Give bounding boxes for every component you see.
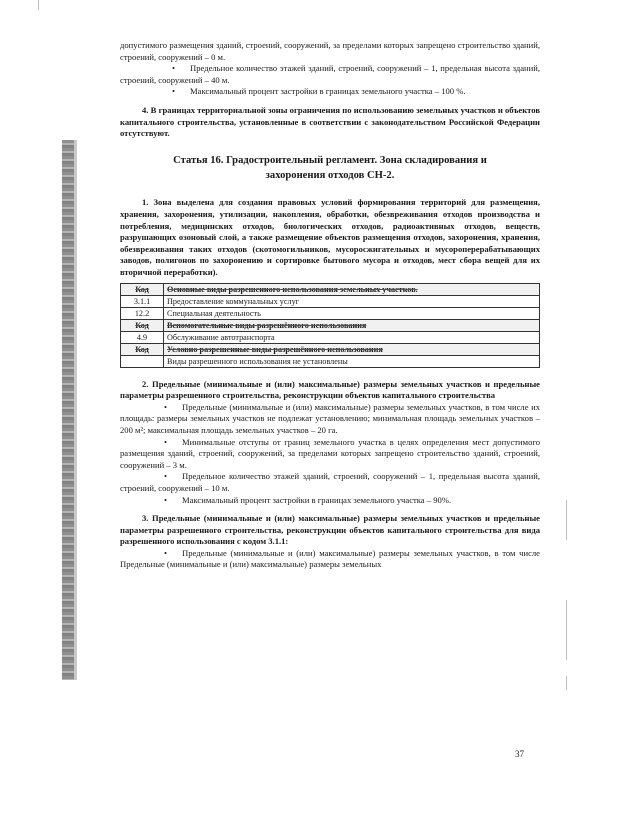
- table-cell-text: Предоставление коммунальных услуг: [164, 295, 540, 307]
- table-cell-text: Вспомогательные виды разрешённого использования: [164, 319, 540, 331]
- bullet-item: [120, 402, 540, 437]
- scan-mark: [566, 600, 567, 660]
- article-title-line-1: Статья 16. Градостроительный регламент. Зона складирования и: [173, 154, 487, 166]
- article-title-line-2: захоронения отходов СН-2.: [265, 169, 395, 181]
- bullet-item: [120, 495, 540, 507]
- bullet-icon: •: [164, 436, 168, 447]
- section-2-heading: 2. Предельные (минимальные и (или) максимальные) размеры земельных участков и предельные параметры разрешенного строительства, реконструкции объектов капитального строительства: [120, 378, 540, 401]
- bullet-icon: •: [164, 401, 168, 412]
- bullet-item: [120, 86, 540, 98]
- table-cell-text: Условно разрешенные виды разрешённого использования: [164, 343, 540, 355]
- table-cell-text: Специальная деятельность: [164, 307, 540, 319]
- article-title: [120, 154, 540, 184]
- section-4-paragraph: 4. В границах территориальной зоны ограничения по использованию земельных участков и объектов капитального строительства, установленные в соответствии с законодательством Российской Федерации отсутствуют.: [120, 104, 540, 139]
- table-row: [121, 283, 540, 295]
- table-cell-code: Код: [121, 319, 164, 331]
- bullet-item: [120, 63, 540, 86]
- table-cell-code: 12.2: [121, 307, 164, 319]
- permitted-use-table: [120, 283, 540, 368]
- table-row: [121, 331, 540, 343]
- table-row: [121, 319, 540, 331]
- bullet-text: Предельное количество этажей зданий, строений, сооружений – 1, предельная высота зданий, строений, сооружений – 40 м.: [120, 63, 540, 85]
- bullet-text: Предельное количество этажей зданий, строений, сооружений – 1, предельная высота зданий, строений, сооружений – 10 м.: [120, 471, 540, 493]
- section-3-heading: 3. Предельные (минимальные и (или) максимальные) размеры земельных участков и предельные параметры разрешенного строительства, реконструкции объектов капитального строительства для вида разрешенного использования с кодом 3.1.1:: [120, 513, 540, 547]
- table-row: [121, 355, 540, 367]
- bullet-text: Максимальный процент застройки в границах земельного участка – 100 %.: [190, 86, 466, 97]
- bullet-item: [120, 548, 540, 571]
- bullet-text: Максимальный процент застройки в границах земельного участка – 90%.: [182, 494, 452, 505]
- table-cell-text: Виды разрешенного использования не установлены: [164, 355, 540, 367]
- paragraph-continued: допустимого размещения зданий, строений, сооружений, за пределами которых запрещено строительство зданий, строений, сооружений – 0 м.: [120, 40, 540, 62]
- bullet-icon: •: [172, 63, 176, 74]
- table-cell-code: Код: [121, 343, 164, 355]
- scan-mark: [566, 676, 567, 690]
- bullet-text: Предельные (минимальные и (или) максимальные) размеры земельных участков, в том числе Предельные (минимальные и (или) максимальные) размеры земельных: [120, 547, 540, 570]
- scan-mark: [566, 500, 567, 540]
- bullet-icon: •: [164, 547, 168, 558]
- table-cell-text: Основные виды разрешенного использования земельных участков.: [164, 283, 540, 295]
- table-cell-code: [121, 355, 164, 367]
- table-cell-text: Обслуживание автотранспорта: [164, 331, 540, 343]
- bullet-item: [120, 471, 540, 494]
- bullet-item: [120, 437, 540, 472]
- table-row: [121, 295, 540, 307]
- table-cell-code: 3.1.1: [121, 295, 164, 307]
- table-cell-code: Код: [121, 283, 164, 295]
- page-number: 37: [515, 749, 524, 759]
- bullet-icon: •: [172, 86, 176, 97]
- scan-mark: [38, 0, 39, 10]
- scan-edge-highlight: [74, 140, 77, 680]
- section-1-paragraph: 1. Зона выделена для создания правовых условий формирования территорий для размещения, хранения, захоронения, утилизации, накопления, обработки, обезвреживания отходов производства и потребления, медицинских отходов, биологических отходов, радиоактивных отходов, веществ, разрушающих озоновый слой, а также размещение объектов размещения отходов, захоронения, хранения, обезвреживания таких отходов (скотомогильников, мусоросжигательных и мусороперерабатывающих заводов, полигонов по захоронению и сортировке бытового мусора и отходов, мест сбора вещей для их вторичной переработки).: [120, 197, 540, 277]
- bullet-icon: •: [164, 471, 168, 482]
- bullet-icon: •: [164, 494, 168, 505]
- table-row: [121, 343, 540, 355]
- document-page: [120, 40, 540, 571]
- scan-edge-strip: [62, 140, 74, 680]
- bullet-text: Предельные (минимальные и (или) максимальные) размеры земельных участков, в том числе их площадь: размеры земельных участков не подлежат установлению; минимальная площадь земельных участков – 200 м²; максимальная площадь земельных участков – 20 га.: [120, 401, 540, 435]
- bullet-text: Минимальные отступы от границ земельного участка в целях определения мест допустимого размещения зданий, строений, сооружений, за пределами которых запрещено строительство зданий, строений, сооружений – 3 м.: [120, 436, 540, 470]
- table-row: [121, 307, 540, 319]
- table-cell-code: 4.9: [121, 331, 164, 343]
